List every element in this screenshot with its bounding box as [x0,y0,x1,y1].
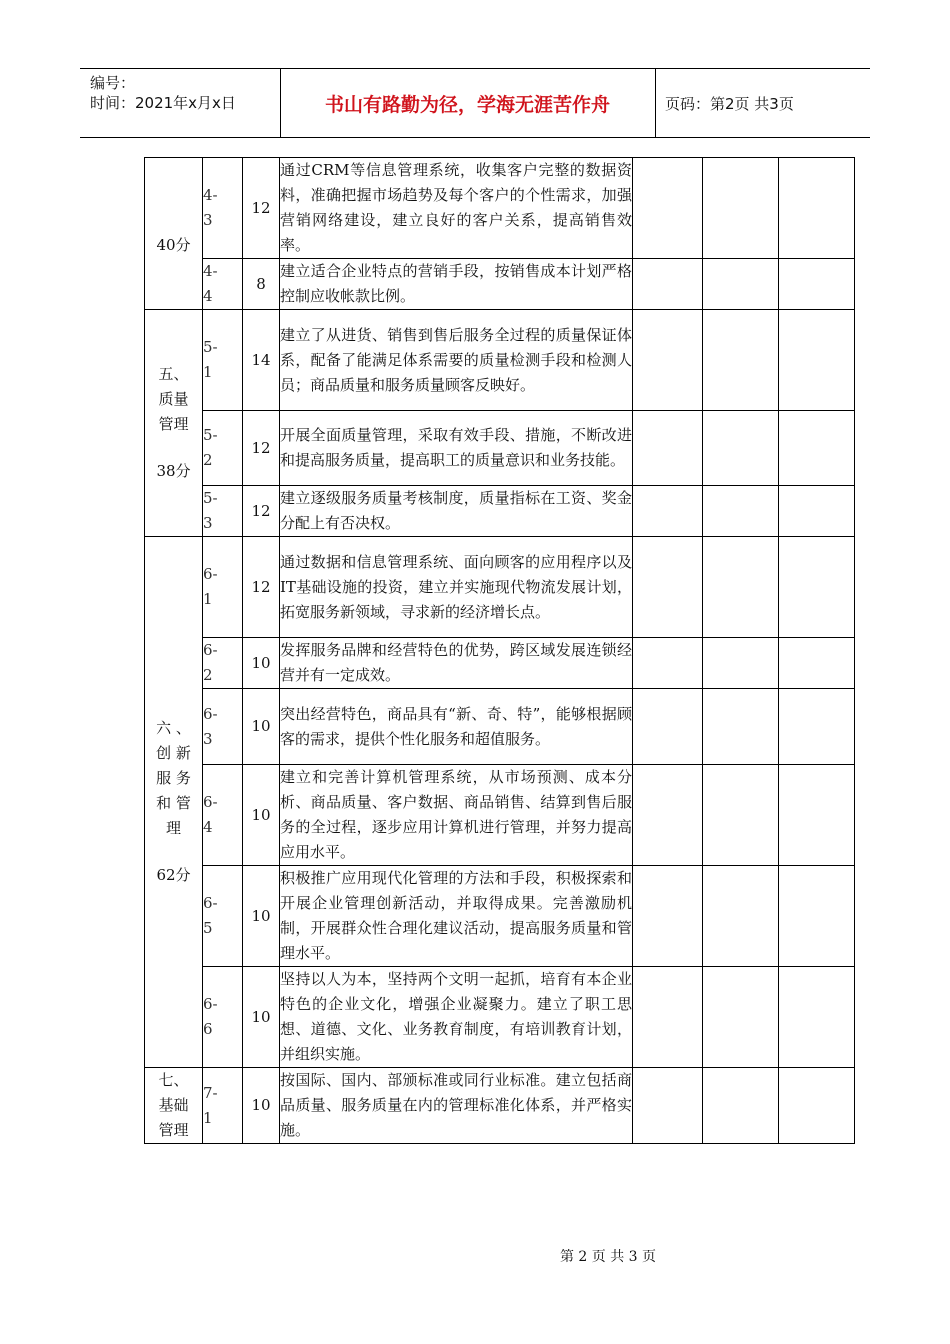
category-score: 40分 [156,236,191,254]
item-points: 8 [243,259,280,310]
item-code: 5- 3 [203,486,243,537]
score-cell [703,689,779,765]
item-description: 突出经营特色，商品具有“新、奇、特”，能够根据顾客的需求，提供个性化服务和超值服务。 [280,689,633,765]
score-cell [633,866,703,967]
score-cell [779,537,855,638]
item-points: 10 [243,689,280,765]
header-motto: 书山有路勤为径，学海无涯苦作舟 [324,93,610,116]
table-row [145,158,855,259]
score-cell [779,259,855,310]
page-footer: 第 2 页 共 3 页 [559,1249,657,1265]
item-code: 4- 4 [203,259,243,310]
score-cell [703,765,779,866]
score-cell [779,967,855,1068]
table-row [145,411,855,486]
item-code: 6- 5 [203,866,243,967]
category-score: 62分 [156,866,191,884]
score-cell [779,765,855,866]
item-code: 4- 3 [203,158,243,259]
item-description: 建立适合企业特点的营销手段，按销售成本计划严格控制应收帐款比例。 [280,259,633,310]
item-description: 积极推广应用现代化管理的方法和手段，积极探索和开展企业管理创新活动，并取得成果。完善激励机制，开展群众性合理化建议活动，提高服务质量和管理水平。 [280,866,633,967]
category-cell: 五、 质量 管理 38分 [145,310,203,537]
table-row [145,1068,855,1144]
table-row [145,486,855,537]
item-description: 建立了从进货、销售到售后服务全过程的质量保证体系，配备了能满足体系需要的质量检测手段和检测人员；商品质量和服务质量顾客反映好。 [280,310,633,411]
score-cell [633,765,703,866]
score-cell [779,638,855,689]
category-score: 38分 [156,462,191,480]
item-points: 12 [243,158,280,259]
category-cell [145,158,203,310]
score-cell [779,689,855,765]
item-points: 12 [243,537,280,638]
score-cell [703,259,779,310]
category-cell: 七、 基础 管理 [145,1068,203,1144]
item-description: 通过CRM等信息管理系统，收集客户完整的数据资料，准确把握市场趋势及每个客户的个性需求，加强营销网络建设，建立良好的客户关系，提高销售效率。 [280,158,633,259]
item-description: 通过数据和信息管理系统、面向顾客的应用程序以及IT基础设施的投资，建立并实施现代物流发展计划，拓宽服务新领域，寻求新的经济增长点。 [280,537,633,638]
category-cell: 六 、 创 新 服 务 和 管 理 62分 [145,537,203,1068]
score-cell [703,537,779,638]
score-cell [633,310,703,411]
table-row [145,259,855,310]
score-cell [703,1068,779,1144]
page-header [80,68,870,138]
item-points: 14 [243,310,280,411]
table-row [145,866,855,967]
page-info: 页码：第2页 共3页 [665,94,794,113]
item-description: 建立和完善计算机管理系统，从市场预测、成本分析、商品质量、客户数据、商品销售、结算到售后服务的全过程，逐步应用计算机进行管理，并努力提高应用水平。 [280,765,633,866]
score-cell [633,1068,703,1144]
evaluation-table [144,157,855,1144]
item-code: 6- 1 [203,537,243,638]
header-divider [655,69,656,137]
item-points: 12 [243,486,280,537]
header-meta [80,69,280,137]
score-cell [633,158,703,259]
item-code: 5- 2 [203,411,243,486]
item-code: 6- 6 [203,967,243,1068]
item-points: 12 [243,411,280,486]
item-description: 开展全面质量管理，采取有效手段、措施，不断改进和提高服务质量，提高职工的质量意识和业务技能。 [280,411,633,486]
item-code: 6- 3 [203,689,243,765]
item-points: 10 [243,1068,280,1144]
score-cell [703,158,779,259]
table-row [145,638,855,689]
item-points: 10 [243,967,280,1068]
score-cell [703,310,779,411]
score-cell [779,1068,855,1144]
table-row [145,765,855,866]
score-cell [703,866,779,967]
score-cell [779,310,855,411]
score-cell [779,486,855,537]
item-code: 6- 2 [203,638,243,689]
score-cell [703,638,779,689]
table-row [145,689,855,765]
score-cell [779,158,855,259]
item-description: 建立逐级服务质量考核制度，质量指标在工资、奖金分配上有否决权。 [280,486,633,537]
time-label: 时间：2021年x月x日 [90,94,236,112]
score-cell [703,486,779,537]
item-description: 发挥服务品牌和经营特色的优势，跨区域发展连锁经营并有一定成效。 [280,638,633,689]
item-code: 5- 1 [203,310,243,411]
score-cell [633,486,703,537]
item-points: 10 [243,765,280,866]
score-cell [633,967,703,1068]
score-cell [633,689,703,765]
item-code: 6- 4 [203,765,243,866]
score-cell [703,411,779,486]
item-points: 10 [243,866,280,967]
table-row [145,967,855,1068]
score-cell [633,537,703,638]
table-row [145,537,855,638]
table-row [145,310,855,411]
item-description: 按国际、国内、部颁标准或同行业标准。建立包括商品质量、服务质量在内的管理标准化体系，并严格实施。 [280,1068,633,1144]
score-cell [633,411,703,486]
item-code: 7- 1 [203,1068,243,1144]
score-cell [779,866,855,967]
score-cell [633,638,703,689]
number-label: 编号： [90,74,136,92]
item-description: 坚持以人为本，坚持两个文明一起抓，培育有本企业特色的企业文化，增强企业凝聚力。建立了职工思想、道德、文化、业务教育制度，有培训教育计划，并组织实施。 [280,967,633,1068]
score-cell [633,259,703,310]
score-cell [779,411,855,486]
item-points: 10 [243,638,280,689]
score-cell [703,967,779,1068]
